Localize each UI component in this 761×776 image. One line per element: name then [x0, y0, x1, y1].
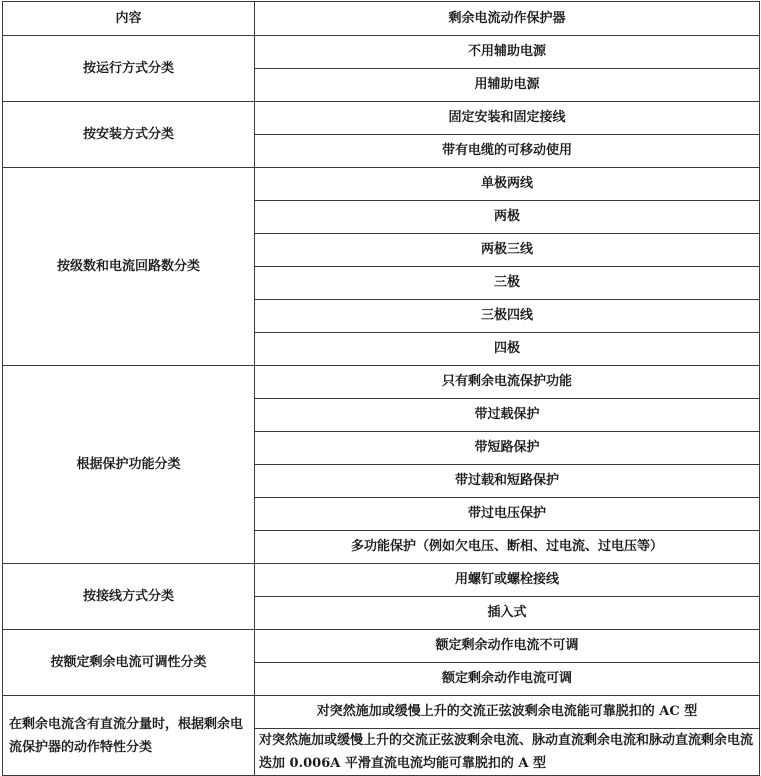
item-cell: 不用辅助电源 [255, 36, 760, 69]
item-cell: 用螺钉或螺栓接线 [255, 564, 760, 597]
item-cell: 四极 [255, 333, 760, 366]
table-row [3, 366, 760, 399]
item-cell: 插入式 [255, 597, 760, 630]
table-row [3, 102, 760, 135]
item-cell: 用辅助电源 [255, 69, 760, 102]
category-cell: 在剩余电流含有直流分量时，根据剩余电流保护器的动作特性分类 [3, 696, 255, 776]
header-content: 内容 [3, 2, 255, 36]
item-cell: 单极两线 [255, 168, 760, 201]
item-cell: 额定剩余动作电流可调 [255, 663, 760, 696]
item-cell: 多功能保护（例如欠电压、断相、过电流、过电压等） [255, 531, 760, 564]
table-row [3, 564, 760, 597]
item-cell: 对突然施加或缓慢上升的交流正弦波剩余电流、脉动直流剩余电流和脉动直流剩余电流迭加 0.006A 平滑直流电流均能可靠脱扣的 A 型 [255, 729, 760, 776]
item-cell: 带过电压保护 [255, 498, 760, 531]
category-cell: 按运行方式分类 [3, 36, 255, 102]
category-cell: 按安装方式分类 [3, 102, 255, 168]
table-row [3, 36, 760, 69]
item-cell: 固定安装和固定接线 [255, 102, 760, 135]
item-cell: 带有电缆的可移动使用 [255, 135, 760, 168]
classification-table [2, 1, 760, 776]
table-row [3, 168, 760, 201]
header-device: 剩余电流动作保护器 [255, 2, 760, 36]
category-cell: 按额定剩余电流可调性分类 [3, 630, 255, 696]
table-header-row [3, 2, 760, 36]
item-cell: 对突然施加或缓慢上升的交流正弦波剩余电流能可靠脱扣的 AC 型 [255, 696, 760, 729]
table-row [3, 630, 760, 663]
item-cell: 三极 [255, 267, 760, 300]
item-cell: 额定剩余动作电流不可调 [255, 630, 760, 663]
item-cell: 带过载和短路保护 [255, 465, 760, 498]
item-cell: 三极四线 [255, 300, 760, 333]
category-cell: 按接线方式分类 [3, 564, 255, 630]
category-cell: 根据保护功能分类 [3, 366, 255, 564]
item-cell: 两极 [255, 201, 760, 234]
item-cell: 带过载保护 [255, 399, 760, 432]
item-cell: 两极三线 [255, 234, 760, 267]
table-row [3, 696, 760, 729]
item-cell: 带短路保护 [255, 432, 760, 465]
category-cell: 按级数和电流回路数分类 [3, 168, 255, 366]
item-cell: 只有剩余电流保护功能 [255, 366, 760, 399]
